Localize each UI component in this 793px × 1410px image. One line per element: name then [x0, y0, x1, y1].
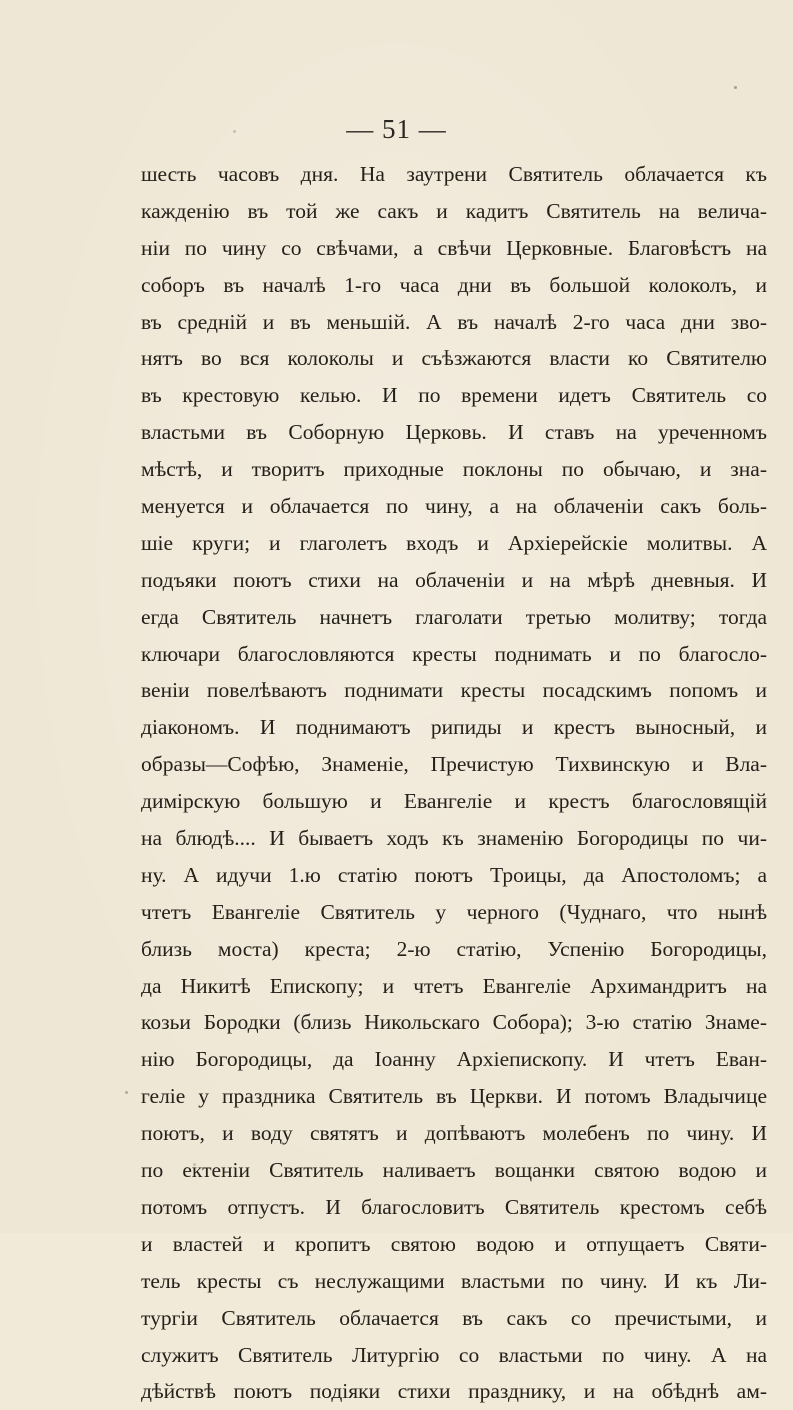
text-line: тель кресты съ неслужащими властьми по чину. И къ Ли-	[141, 1268, 767, 1293]
text-line: кажденію въ той же сакъ и кадитъ Святитель на велича-	[141, 198, 767, 223]
body-text	[141, 156, 767, 1410]
text-line: димірскую большую и Евангеліе и крестъ благословящій	[141, 789, 767, 814]
text-line: шесть часовъ дня. На заутрени Святитель облачается къ	[141, 162, 767, 186]
text-line: на блюдѣ.... И бываетъ ходъ къ знаменію Богородицы по чи-	[141, 826, 767, 851]
text-line: потомъ отпустъ. И благословитъ Святитель крестомъ себѣ	[141, 1194, 767, 1219]
text-line: нію Богородицы, да Іоанну Архіепископу. И чтетъ Еван-	[141, 1047, 767, 1072]
text-line: властьми въ Соборную Церковь. И ставъ на уреченномъ	[141, 420, 767, 445]
text-line: ключари благословляются кресты поднимать и по благосло-	[141, 641, 767, 666]
text-line: чтетъ Евангеліе Святитель у черного (Чуднаго, что нынѣ	[141, 899, 767, 924]
text-line: соборъ въ началѣ 1-го часа дни въ большой колоколъ, и	[141, 272, 767, 297]
text-line: поютъ, и воду святятъ и допѣваютъ молебенъ по чину. И	[141, 1121, 767, 1146]
text-line: тургіи Святитель облачается въ сакъ со пречистыми, и	[141, 1305, 767, 1330]
text-line: да Никитѣ Епископу; и чтетъ Евангеліе Архимандритъ на	[141, 973, 767, 998]
text-line: образы—Софѣю, Знаменіе, Пречистую Тихвинскую и Вла-	[141, 752, 767, 777]
text-line: по ектеніи Святитель наливаетъ вощанки святою водою и	[141, 1158, 767, 1183]
text-line: близь моста) креста; 2-ю статію, Успенію Богородицы,	[141, 936, 767, 961]
text-line: веніи повелѣваютъ поднимати кресты посадскимъ попомъ и	[141, 678, 767, 703]
text-line: діакономъ. И поднимаютъ рипиды и крестъ выносный, и	[141, 715, 767, 740]
text-line: егда Святитель начнетъ глаголати третью молитву; тогда	[141, 604, 767, 629]
page-number: — 51 —	[346, 114, 447, 144]
paper-speck	[734, 86, 737, 89]
text-line: въ средній и въ меньшій. А въ началѣ 2-го часа дни зво-	[141, 309, 767, 334]
text-line: шіе круги; и глаголетъ входъ и Архіерейскіе молитвы. А	[141, 530, 767, 555]
text-line: мѣстѣ, и творитъ приходные поклоны по обычаю, и зна-	[141, 457, 767, 482]
text-line: козьи Бородки (близь Никольскаго Собора); 3-ю статію Знаме-	[141, 1010, 767, 1035]
text-line: менуется и облачается по чину, а на облаченіи сакъ боль-	[141, 494, 767, 519]
text-line: служитъ Святитель Литургію со властьми по чину. А на	[141, 1342, 767, 1367]
text-line: въ крестовую келью. И по времени идетъ Святитель со	[141, 383, 767, 408]
text-line: дѣйствѣ поютъ подіяки стихи празднику, и на обѣднѣ ам-	[141, 1379, 767, 1404]
text-line: ніи по чину со свѣчами, а свѣчи Церковные. Благовѣстъ на	[141, 235, 767, 260]
text-line: нятъ во вся колоколы и съѣзжаются власти ко Святителю	[141, 346, 767, 371]
text-line: ну. А идучи 1.ю статію поютъ Троицы, да Апостоломъ; а	[141, 862, 767, 887]
text-line: геліе у праздника Святитель въ Церкви. И потомъ Владычице	[141, 1084, 767, 1109]
text-line: подъяки поютъ стихи на облаченіи и на мѣрѣ дневныя. И	[141, 567, 767, 592]
paper-speck	[125, 1091, 128, 1094]
text-line: и властей и кропитъ святою водою и отпущаетъ Святи-	[141, 1231, 767, 1256]
